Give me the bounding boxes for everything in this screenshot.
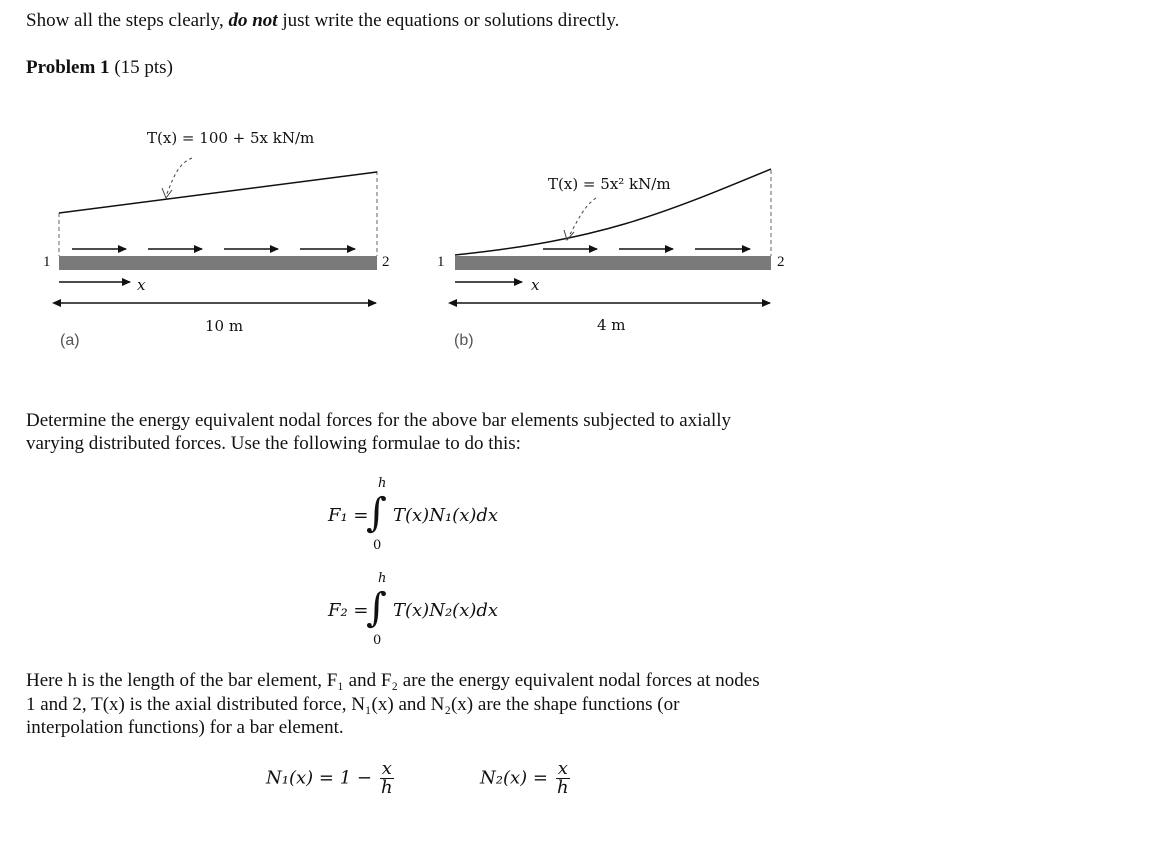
f2-upper-limit: h (378, 571, 387, 586)
f1-lhs: F₁ = (328, 505, 369, 526)
bar-element (59, 256, 377, 270)
f1-lower-limit: 0 (373, 538, 382, 553)
node-1-label-a: 1 (43, 254, 51, 270)
n1-fraction (380, 760, 394, 797)
f1-upper-limit: h (378, 476, 387, 491)
f1-integrand: T(x)N₁(x)dx (393, 505, 499, 526)
n1-numerator: x (381, 758, 392, 779)
n2-lhs: N₂(x) = (480, 767, 548, 789)
node-2-label-b: 2 (777, 254, 785, 270)
explanation-line-2: 1 and 2, T(x) is the axial distributed force, N₁(x) and N₂(x) are the shape functions (or (26, 694, 680, 715)
bar-diagrams (0, 0, 1152, 400)
caption-b: (b) (454, 332, 474, 349)
explanation-line-3: interpolation functions) for a bar element. (26, 717, 344, 738)
instruction-text: Show all the steps clearly, (26, 10, 224, 31)
f2-lower-limit: 0 (373, 633, 382, 648)
f2-integral-sign: ∫ (366, 585, 387, 631)
question-line-1: Determine the energy equivalent nodal forces for the above bar elements subjected to axially (26, 410, 732, 431)
shape-function-n2 (480, 760, 572, 797)
n1-lhs: N₁(x) = 1 − (266, 767, 372, 789)
caption-a: (a) (60, 332, 80, 349)
n2-numerator: x (557, 758, 568, 779)
load-label-a: T(x) = 100 + 5x kN/m (147, 129, 315, 147)
f2-lhs: F₂ = (328, 600, 369, 621)
instruction-text-end: just write the equations or solutions directly. (282, 10, 620, 31)
length-label-a: 10 m (205, 317, 244, 335)
n2-fraction (556, 760, 570, 797)
explanation-line-1: Here h is the length of the bar element, F₁ and F₂ are the energy equivalent nodal forces at nodes (26, 670, 760, 691)
x-label-a: x (137, 276, 146, 294)
load-label-b: T(x) = 5x² kN/m (548, 175, 671, 193)
f2-integrand: T(x)N₂(x)dx (393, 600, 499, 621)
f1-integral-sign: ∫ (366, 490, 387, 536)
node-1-label-b: 1 (437, 254, 445, 270)
bar-element (455, 256, 771, 270)
figure-a (59, 158, 377, 303)
shape-function-n1 (266, 760, 396, 797)
node-2-label-a: 2 (382, 254, 390, 270)
instruction-emphasis: do not (228, 10, 278, 31)
x-label-b: x (531, 276, 540, 294)
problem-points: (15 pts) (114, 57, 173, 78)
linear-load-line (59, 172, 377, 213)
question-line-2: varying distributed forces. Use the following formulae to do this: (26, 433, 521, 454)
n1-denominator: h (380, 777, 393, 798)
problem-title: Problem 1 (26, 57, 110, 78)
length-label-b: 4 m (597, 316, 626, 334)
n2-denominator: h (556, 777, 569, 798)
load-pointer (166, 158, 192, 196)
